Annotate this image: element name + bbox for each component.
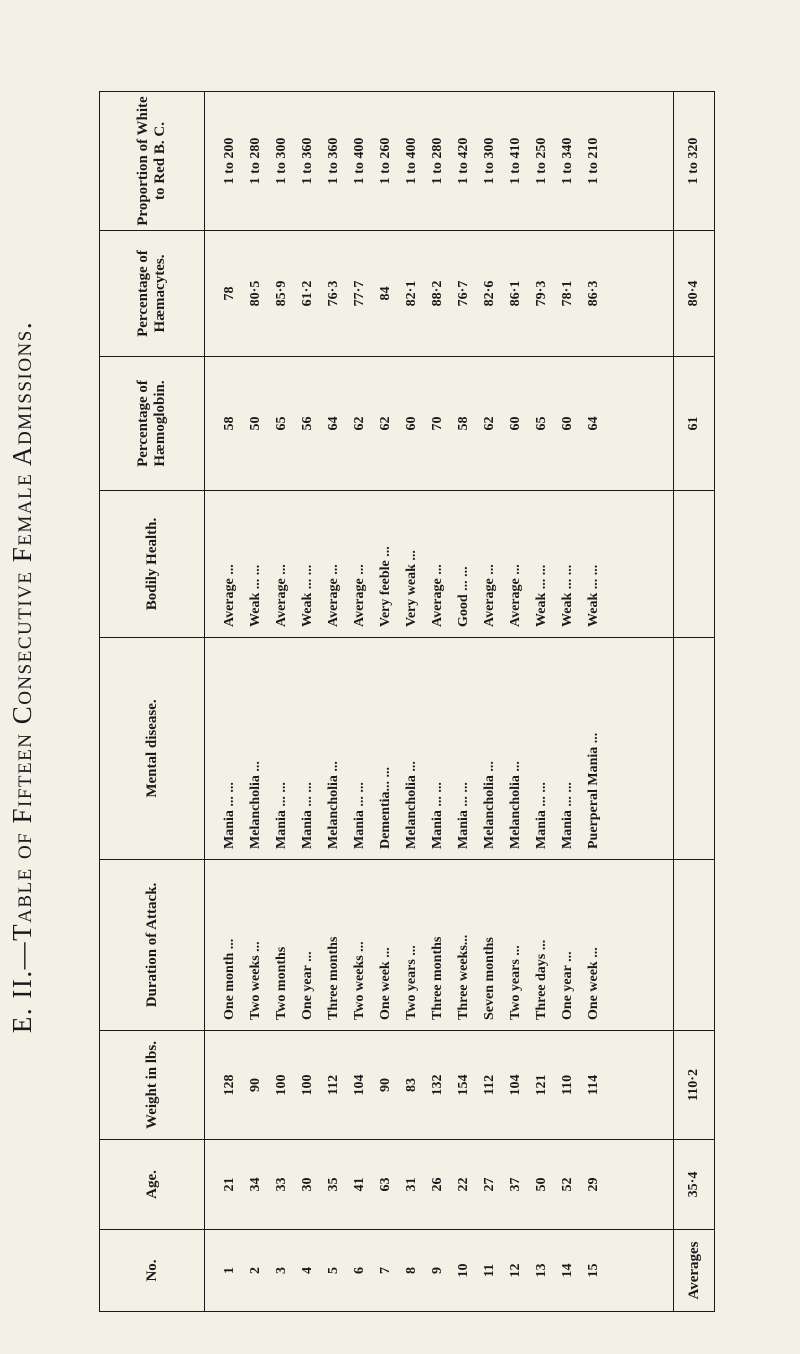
cell-age: 30 [300,1177,315,1192]
cell-weight: 104 [352,1074,367,1096]
cell-proportion: 1 to 300 [482,137,497,185]
cell-weight: 100 [274,1074,289,1096]
cell-bodily: Very weak ... [404,550,419,627]
cell-mental: Mania ... ... [352,782,367,849]
cell-haemoglobin: 62 [352,416,367,431]
cell-no: 3 [274,1267,289,1274]
cell-age: 52 [560,1177,575,1192]
cell-haemacytes: 85·9 [274,280,289,307]
cell-weight: 112 [326,1074,341,1096]
header-proportion: Proportion of White to Red B. C. [100,92,205,231]
cell-mental: Mania ... ... [274,782,289,849]
cell-mental: Puerperal Mania ... [586,732,601,849]
average-weight: 110·2 [674,1031,715,1140]
cell-proportion: 1 to 250 [534,137,549,185]
average-duration [674,860,715,1031]
cell-proportion: 1 to 300 [274,137,289,185]
table-container [99,92,715,1312]
col-age [205,1140,674,1230]
cell-age: 37 [508,1177,523,1192]
cell-proportion: 1 to 410 [508,137,523,185]
cell-age: 34 [248,1177,263,1192]
cell-duration: Three days ... [534,939,549,1020]
cell-age: 31 [404,1177,419,1192]
cell-no: 15 [586,1263,601,1278]
header-duration: Duration of Attack. [100,860,205,1031]
col-haemoglobin [205,357,674,491]
col-no [205,1230,674,1312]
cell-age: 26 [430,1177,445,1192]
cell-no: 1 [222,1267,237,1274]
cell-haemacytes: 82·6 [482,280,497,307]
cell-age: 27 [482,1177,497,1192]
data-body-row [205,92,674,1312]
cell-bodily: Average ... [482,564,497,627]
cell-mental: Melancholia ... [508,761,523,849]
cell-no: 9 [430,1267,445,1274]
cell-age: 21 [222,1177,237,1192]
cell-mental: Mania ... ... [300,782,315,849]
cell-proportion: 1 to 400 [352,137,367,185]
cell-proportion: 1 to 210 [586,137,601,185]
cell-bodily: Average ... [508,564,523,627]
header-row [100,92,205,1312]
cell-duration: Seven months [482,937,497,1020]
cell-haemoglobin: 58 [222,416,237,431]
cell-proportion: 1 to 200 [222,137,237,185]
cell-age: 63 [378,1177,393,1192]
cell-haemacytes: 80·5 [248,280,263,307]
col-mental [205,638,674,860]
cell-haemoglobin: 60 [404,416,419,431]
cell-mental: Melancholia ... [482,761,497,849]
cell-proportion: 1 to 360 [326,137,341,185]
cell-haemoglobin: 65 [274,416,289,431]
average-haemacytes: 80·4 [674,231,715,357]
cell-weight: 112 [482,1074,497,1096]
cell-weight: 121 [534,1074,549,1096]
cell-haemoglobin: 64 [586,416,601,431]
cell-haemacytes: 84 [378,286,393,301]
header-haemoglobin: Percentage of Hæmoglobin. [100,357,205,491]
cell-weight: 154 [456,1074,471,1096]
cell-duration: One week ... [378,947,393,1020]
col-weight [205,1031,674,1140]
header-age: Age. [100,1140,205,1230]
cell-age: 22 [456,1177,471,1192]
cell-bodily: Average ... [352,564,367,627]
cell-weight: 104 [508,1074,523,1096]
col-proportion [205,92,674,231]
average-haemoglobin: 61 [674,357,715,491]
cell-haemacytes: 82·1 [404,280,419,307]
cell-bodily: Weak ... ... [560,564,575,627]
cell-duration: Three months [430,936,445,1020]
average-mental [674,638,715,860]
cell-mental: Mania ... ... [430,782,445,849]
cell-proportion: 1 to 340 [560,137,575,185]
cell-haemoglobin: 56 [300,416,315,431]
cell-weight: 114 [586,1074,601,1096]
col-duration [205,860,674,1031]
cell-age: 29 [586,1177,601,1192]
cell-haemoglobin: 62 [482,416,497,431]
cell-haemacytes: 76·7 [456,280,471,307]
cell-proportion: 1 to 420 [456,137,471,185]
cell-no: 7 [378,1267,393,1274]
averages-row [674,92,715,1312]
cell-haemacytes: 88·2 [430,280,445,307]
cell-mental: Melancholia ... [248,761,263,849]
cell-bodily: Weak ... ... [586,564,601,627]
cell-no: 14 [560,1263,575,1278]
header-haemacytes: Percentage of Hæmacytes. [100,231,205,357]
cell-weight: 90 [378,1078,393,1092]
cell-haemacytes: 79·3 [534,280,549,307]
cell-age: 50 [534,1177,549,1192]
header-mental: Mental disease. [100,638,205,860]
cell-bodily: Average ... [274,564,289,627]
header-weight: Weight in lbs. [100,1031,205,1140]
cell-haemoglobin: 60 [508,416,523,431]
cell-haemacytes: 77·7 [352,280,367,307]
cell-proportion: 1 to 280 [430,137,445,185]
cell-haemacytes: 78·1 [560,280,575,307]
cell-duration: Three months [326,936,341,1020]
cell-bodily: Average ... [222,564,237,627]
average-proportion: 1 to 320 [674,92,715,231]
cell-no: 6 [352,1267,367,1274]
cell-haemacytes: 78 [222,286,237,301]
cell-duration: Two weeks ... [352,941,367,1020]
cell-no: 13 [534,1263,549,1278]
cell-haemoglobin: 58 [456,416,471,431]
cell-bodily: Weak ... ... [534,564,549,627]
cell-haemacytes: 86·1 [508,280,523,307]
cell-haemacytes: 61·2 [300,280,315,307]
cell-no: 10 [456,1263,471,1278]
cell-bodily: Very feeble ... [378,546,393,627]
cell-duration: Two years ... [508,945,523,1020]
cell-bodily: Average ... [430,564,445,627]
data-table [99,91,715,1312]
cell-no: 5 [326,1267,341,1274]
cell-mental: Mania ... ... [534,782,549,849]
cell-duration: One week ... [586,947,601,1020]
cell-mental: Melancholia ... [404,761,419,849]
cell-bodily: Weak ... ... [300,564,315,627]
cell-no: 8 [404,1267,419,1274]
cell-proportion: 1 to 360 [300,137,315,185]
cell-haemoglobin: 65 [534,416,549,431]
average-age: 35·4 [674,1140,715,1230]
cell-duration: One year ... [560,951,575,1020]
cell-no: 11 [482,1263,497,1278]
cell-weight: 90 [248,1078,263,1092]
cell-duration: One month ... [222,938,237,1020]
cell-haemoglobin: 70 [430,416,445,431]
cell-no: 12 [508,1263,523,1278]
cell-weight: 100 [300,1074,315,1096]
cell-mental: Mania ... ... [456,782,471,849]
cell-mental: Mania ... ... [222,782,237,849]
cell-duration: Two months [274,946,289,1020]
cell-bodily: Weak ... ... [248,564,263,627]
cell-haemoglobin: 62 [378,416,393,431]
cell-bodily: Good ... ... [456,566,471,627]
cell-proportion: 1 to 400 [404,137,419,185]
cell-haemacytes: 76·3 [326,280,341,307]
cell-weight: 128 [222,1074,237,1096]
col-bodily [205,491,674,638]
cell-age: 33 [274,1177,289,1192]
cell-haemacytes: 86·3 [586,280,601,307]
cell-weight: 83 [404,1078,419,1092]
cell-duration: One year ... [300,951,315,1020]
cell-no: 2 [248,1267,263,1274]
cell-duration: Two weeks ... [248,941,263,1020]
averages-label: Averages [674,1230,715,1312]
col-haemacytes [205,231,674,357]
cell-proportion: 1 to 280 [248,137,263,185]
cell-weight: 110 [560,1074,575,1096]
header-bodily: Bodily Health. [100,491,205,638]
cell-bodily: Average ... [326,564,341,627]
cell-mental: Mania ... ... [560,782,575,849]
average-bodily [674,491,715,638]
cell-proportion: 1 to 260 [378,137,393,185]
cell-haemoglobin: 50 [248,416,263,431]
cell-weight: 132 [430,1074,445,1096]
cell-haemoglobin: 64 [326,416,341,431]
header-no: No. [100,1230,205,1312]
cell-mental: Dementia... ... [378,766,393,849]
cell-age: 41 [352,1177,367,1192]
cell-age: 35 [326,1177,341,1192]
cell-duration: Three weeks... [456,934,471,1020]
cell-no: 4 [300,1267,315,1274]
cell-duration: Two years ... [404,945,419,1020]
page-title: E. II.—Table of Fifteen Consecutive Female Admissions. [7,320,37,1034]
cell-mental: Melancholia ... [326,761,341,849]
cell-haemoglobin: 60 [560,416,575,431]
